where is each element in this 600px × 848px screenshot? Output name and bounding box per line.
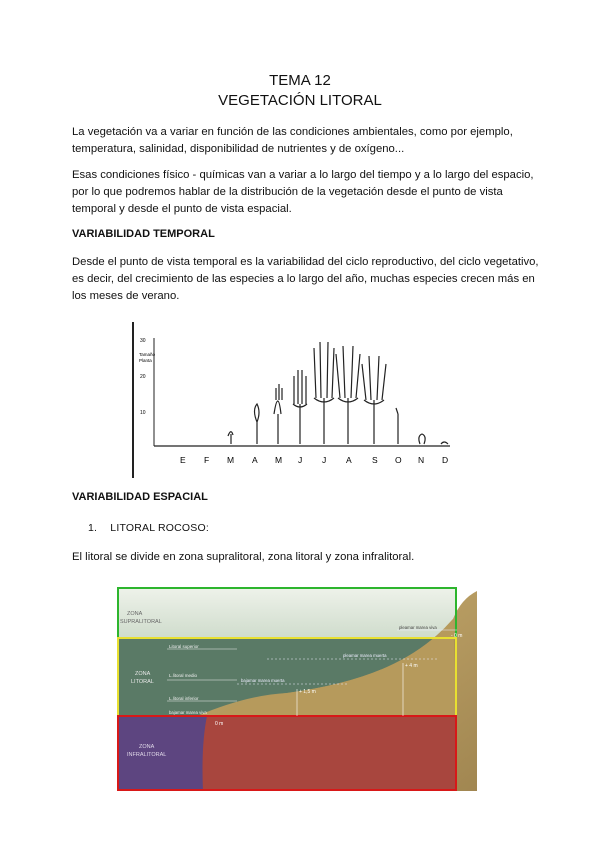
depth-marker-3: 0 m xyxy=(215,721,224,727)
intro-paragraph: La vegetación va a variar en función de las condiciones ambientales, como por ejemplo, temperatura, salinidad, disponibilidad de nutrientes y de oxígeno... xyxy=(72,126,513,155)
paragraph-2: Esas condiciones físico - químicas van a variar a lo largo del tiempo y a lo largo del espacio, por lo que podremos hablar de la distribución de la vegetación desde el punto de vista temporal y desde el punto de vista espacial. xyxy=(72,169,534,215)
month-label: N xyxy=(418,455,425,465)
bajamar-viva-label: bajamar marea viva xyxy=(169,710,207,715)
y-label-2: Planta xyxy=(139,358,152,363)
month-label: F xyxy=(204,455,210,465)
litoral-label-2: LITORAL xyxy=(131,679,154,685)
bajamar-muerta-label: bajamar marea muerta xyxy=(241,678,285,683)
seasonal-growth-figure xyxy=(130,318,456,478)
month-label: E xyxy=(180,455,186,465)
heading-espacial: VARIABILIDAD ESPACIAL xyxy=(72,491,208,503)
y-tick-30: 30 xyxy=(140,338,146,344)
depth-marker-1: + 1,5 m xyxy=(299,689,316,695)
month-label: A xyxy=(346,455,352,465)
depth-marker-4: - 0 m xyxy=(451,633,463,639)
depth-marker-2: + 4 m xyxy=(405,663,418,669)
heading-temporal: VARIABILIDAD TEMPORAL xyxy=(72,228,215,240)
sub-middle-label: L.litoral medio xyxy=(169,673,198,678)
month-label: M xyxy=(275,455,283,465)
list-number: 1. xyxy=(88,522,98,534)
month-label: O xyxy=(395,455,402,465)
month-label: S xyxy=(372,455,378,465)
y-tick-20: 20 xyxy=(140,374,146,380)
month-label: J xyxy=(322,455,327,465)
infra-label-1: ZONA xyxy=(139,744,155,750)
temporal-paragraph: Desde el punto de vista temporal es la variabilidad del ciclo reproductivo, del ciclo vegetativo, es decir, del crecimiento de las especies a lo largo del año, muchas especies crecen más en los meses de verano. xyxy=(72,256,539,302)
list-item-text: LITORAL ROCOSO: xyxy=(110,522,209,534)
month-label: M xyxy=(227,455,235,465)
month-label: D xyxy=(442,455,449,465)
month-label: A xyxy=(252,455,258,465)
infra-label-2: INFRALITORAL xyxy=(127,752,167,758)
supra-label-1: ZONA xyxy=(127,611,143,617)
pleamar-muerta-label: pleamar marea muerta xyxy=(343,653,387,658)
title-line-1: TEMA 12 xyxy=(269,72,331,89)
list-item-1 xyxy=(88,522,209,534)
y-label-1: Tamaño xyxy=(139,352,156,357)
supra-label-2: SUPRALITORAL xyxy=(120,619,162,625)
month-label: J xyxy=(298,455,303,465)
zones-paragraph: El litoral se divide en zona supralitoral, zona litoral y zona infralitoral. xyxy=(72,551,415,563)
sub-upper-label: Litoral superior xyxy=(169,644,199,649)
coastal-zonation-figure xyxy=(117,585,477,791)
litoral-label-1: ZONA xyxy=(135,671,151,677)
title-line-2: VEGETACIÓN LITORAL xyxy=(218,92,382,109)
sub-lower-label: L.litoral inferior xyxy=(169,696,199,701)
pleamar-label: pleamar marea viva xyxy=(399,625,437,630)
y-tick-10: 10 xyxy=(140,410,146,416)
